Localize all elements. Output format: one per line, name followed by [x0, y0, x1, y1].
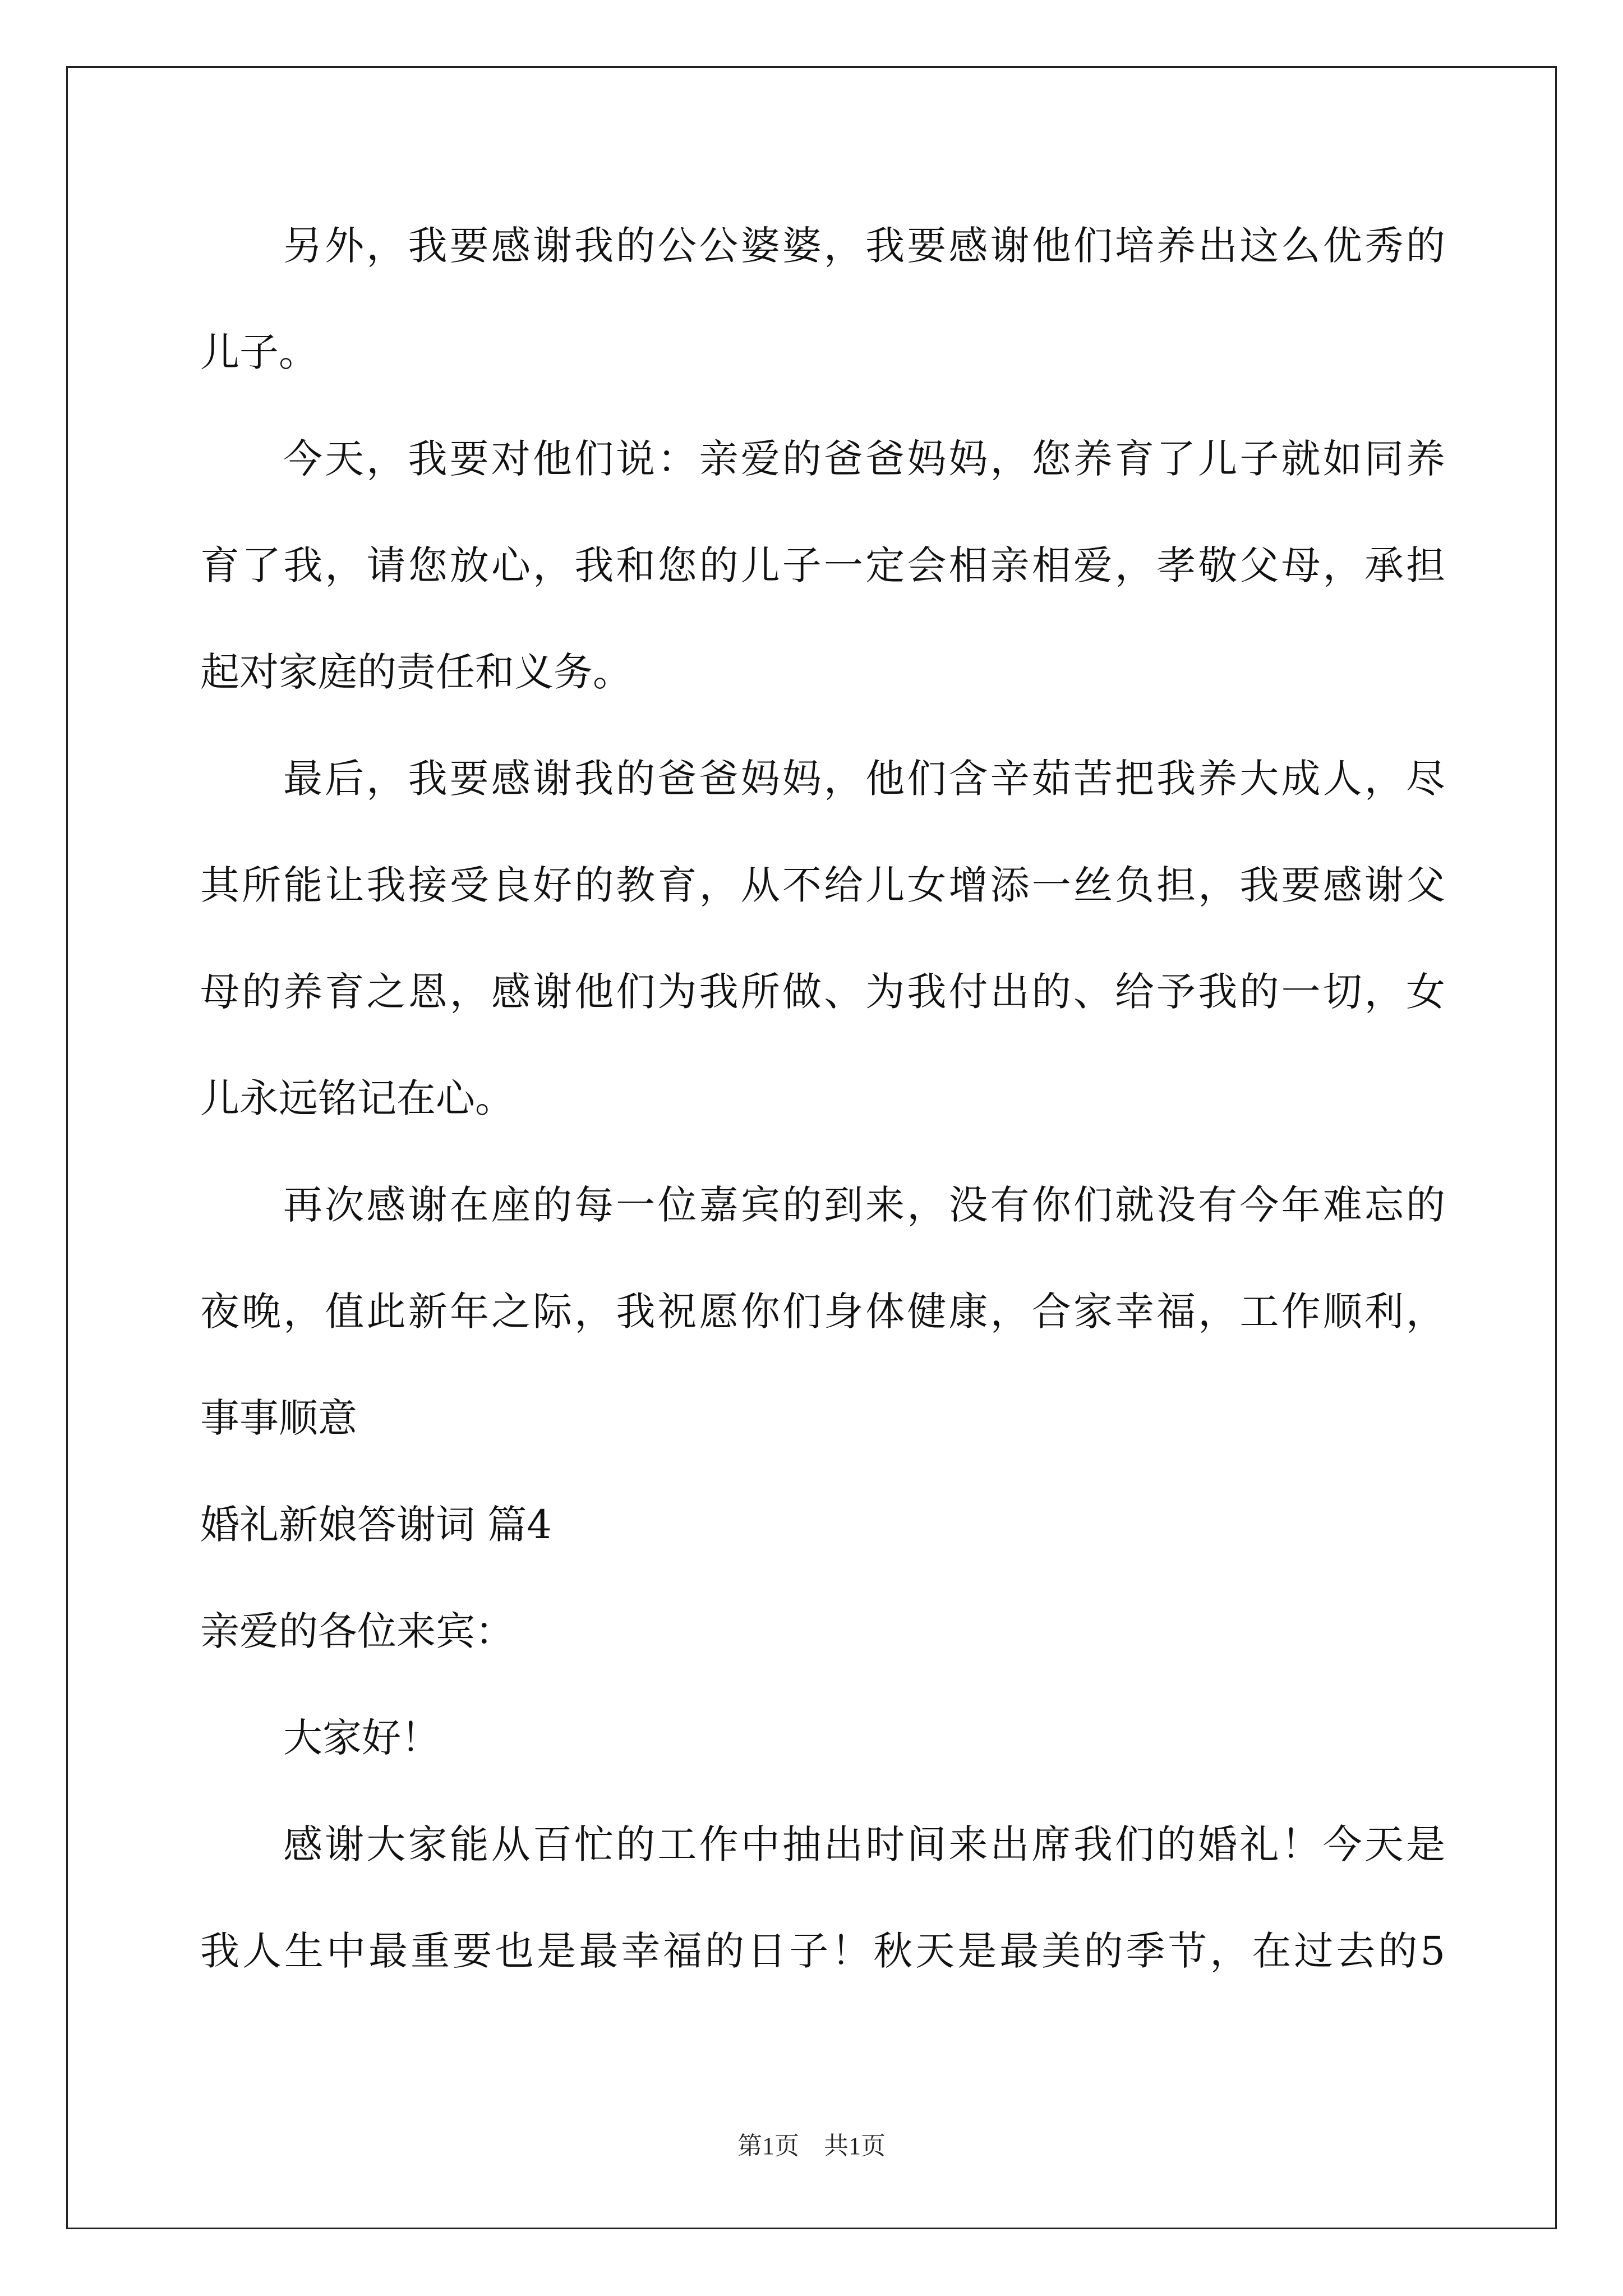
paragraph-line: 儿子。 — [200, 329, 318, 375]
paragraph-line: 最后，我要感谢我的爸爸妈妈，他们含辛茹苦把我养大成人，尽 — [283, 756, 1445, 802]
section-heading: 婚礼新娘答谢词 篇4 — [200, 1502, 552, 1548]
greeting: 大家好！ — [283, 1715, 440, 1761]
paragraph-line: 夜晚，值此新年之际，我祝愿你们身体健康，合家幸福，工作顺利， — [200, 1289, 1445, 1335]
paragraph-line: 今天，我要对他们说：亲爱的爸爸妈妈，您养育了儿子就如同养 — [283, 436, 1445, 482]
paragraph-line: 再次感谢在座的每一位嘉宾的到来，没有你们就没有今年难忘的 — [283, 1182, 1445, 1228]
page-footer: 第1页 共1页 — [737, 2132, 886, 2160]
paragraph-line: 起对家庭的责任和义务。 — [200, 649, 632, 695]
paragraph-line: 事事顺意 — [200, 1395, 357, 1441]
document-body — [200, 206, 1445, 2018]
paragraph-line: 我人生中最重要也是最幸福的日子！秋天是最美的季节，在过去的5 — [200, 1928, 1445, 1974]
paragraph-line: 儿永远铭记在心。 — [200, 1075, 514, 1121]
paragraph-line: 母的养育之恩，感谢他们为我所做、为我付出的、给予我的一切，女 — [200, 969, 1445, 1015]
paragraph-line: 育了我，请您放心，我和您的儿子一定会相亲相爱，孝敬父母，承担 — [200, 542, 1445, 588]
salutation: 亲爱的各位来宾： — [200, 1608, 514, 1654]
paragraph-line: 另外，我要感谢我的公公婆婆，我要感谢他们培养出这么优秀的 — [283, 223, 1445, 269]
paragraph-line: 其所能让我接受良好的教育，从不给儿女增添一丝负担，我要感谢父 — [200, 862, 1445, 908]
paragraph-line: 感谢大家能从百忙的工作中抽出时间来出席我们的婚礼！今天是 — [283, 1821, 1445, 1867]
